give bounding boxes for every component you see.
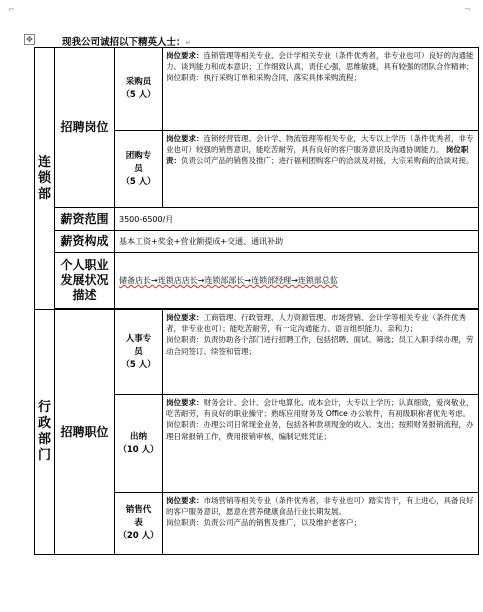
table-move-handle-icon[interactable]: ✥ <box>24 34 35 45</box>
position-desc-sales <box>163 493 479 555</box>
crop-mark-top-right: ¬ <box>464 5 471 14</box>
table-row <box>35 208 479 231</box>
position-count: （10 人） <box>118 444 159 455</box>
career-label: 个人职业发展状况描述 <box>60 258 109 302</box>
comp-label: 薪资构成 <box>60 234 109 248</box>
category-cell <box>55 310 115 555</box>
req-label: 岗位要求： <box>166 398 204 407</box>
req-label: 岗位要求： <box>166 134 204 143</box>
position-name: 销售代表 <box>125 505 152 528</box>
position-count: （5 人） <box>121 90 156 100</box>
req-text: 连锁经营管理、会计学、物流管理等相关专业，大专以上学历（条件优秀者，非专业也可）较强的销售意识，能吃苦耐劳，具有良好的客户服务意识及沟通协调能力。 <box>166 134 474 155</box>
req-text: 连锁管理等相关专业、会计学相关专业（条件优秀者，非专业也可）良好的沟通能力、谈判能力和成本意识；工作细致认真，责任心强，思维敏捷，具有较强的团队合作精神； <box>166 51 474 72</box>
dept-name: 连锁部 <box>37 154 51 202</box>
position-cell-purchaser <box>115 48 163 131</box>
duty-label: 岗位职责： <box>166 145 469 166</box>
req-label: 岗位要求： <box>166 496 204 505</box>
position-name: 出纳 <box>129 431 147 442</box>
req-label: 岗位要求： <box>166 51 204 60</box>
recruitment-table <box>34 47 479 555</box>
position-name: 人事专员 <box>125 333 152 357</box>
table-row <box>35 48 479 131</box>
req-text: 财务会计、会计、会计电算化、成本会计，大专以上学历；认真细致，爱岗敬业，吃苦耐劳，有良好的职业操守；熟练应用财务及 Office 办公软件，有初级职称者优先考虑。 <box>166 398 474 419</box>
position-name: 团购专员 <box>125 150 152 174</box>
dept-cell-chain <box>35 48 55 310</box>
salary-label: 薪资范围 <box>60 211 109 226</box>
page-title: 现我公司诚招以下精英人士：↵ <box>62 37 192 48</box>
duty-text: 岗位职责：执行采购订单和采购合同，落实具体采购流程； <box>166 73 361 83</box>
position-cell-cashier <box>115 395 163 493</box>
duty-text: 负责公司产品的销售及推广；进行福利团购客户的洽谈及对接，大宗采购商的洽谈对接。 <box>181 156 474 166</box>
position-count: （5 人） <box>121 359 156 370</box>
duty-text: 岗位职责：负责公司产品的销售及推广，以及维护老客户； <box>166 518 361 528</box>
dept-name: 行政部门 <box>37 400 51 463</box>
category-label: 招聘职位 <box>60 424 109 439</box>
table-row <box>35 231 479 253</box>
salary-value-cell <box>115 208 479 231</box>
table-row <box>35 253 479 309</box>
comp-value: 基本工资+奖金+营业额提成+交通、通讯补助 <box>119 237 284 246</box>
position-count: （5 人） <box>121 176 156 187</box>
comp-label-cell <box>55 231 115 253</box>
position-cell-group-buy <box>115 131 163 208</box>
position-count: （20 人） <box>118 531 159 541</box>
table-row <box>35 310 479 395</box>
req-text: 工商管理、行政管理、人力资源管理、市场营销、会计学等相关专业（条件优秀者，非专业也可）；能吃苦耐劳，有一定沟通能力、语言组织能力、亲和力； <box>166 313 466 334</box>
req-label: 岗位要求： <box>166 313 204 322</box>
salary-label-cell <box>55 208 115 231</box>
comp-value-cell <box>115 231 479 253</box>
position-name: 采购员 <box>125 77 152 87</box>
position-desc-cashier <box>163 395 479 493</box>
career-label-cell <box>55 253 115 309</box>
category-cell <box>55 48 115 208</box>
duty-text: 岗位职责：负责协助各个部门进行招聘工作，包括招聘、面试、筛选；员工入职手续办理，劳动合同签订、续签和管理； <box>166 335 474 356</box>
position-desc-purchaser <box>163 48 479 131</box>
position-cell-hr <box>115 310 163 395</box>
req-text: 市场营销等相关专业（条件优秀者，非专业也可）踏实肯干，有上进心，具备良好的客户服务意识，愿意在营养健康食品行业长期发展。 <box>166 496 474 517</box>
position-desc-group-buy <box>163 131 479 208</box>
career-value: 储备店长→连锁店店长→连锁部部长→连锁部经理→连锁部总监 <box>119 276 338 285</box>
category-label: 招聘岗位 <box>60 120 109 134</box>
dept-cell-admin <box>35 310 55 555</box>
position-desc-hr <box>163 310 479 395</box>
salary-value: 3500-6500/月 <box>119 214 174 224</box>
position-cell-sales <box>115 493 163 555</box>
duty-text: 岗位职责：办理公司日常现金业务，包括各种款项现金的收入、支出；按照财务报销流程，办理日常报销工作，费用报销审核，编制记账凭证； <box>166 420 474 441</box>
career-value-cell <box>115 253 479 309</box>
crop-mark-top-left: ⌐ <box>8 5 15 14</box>
